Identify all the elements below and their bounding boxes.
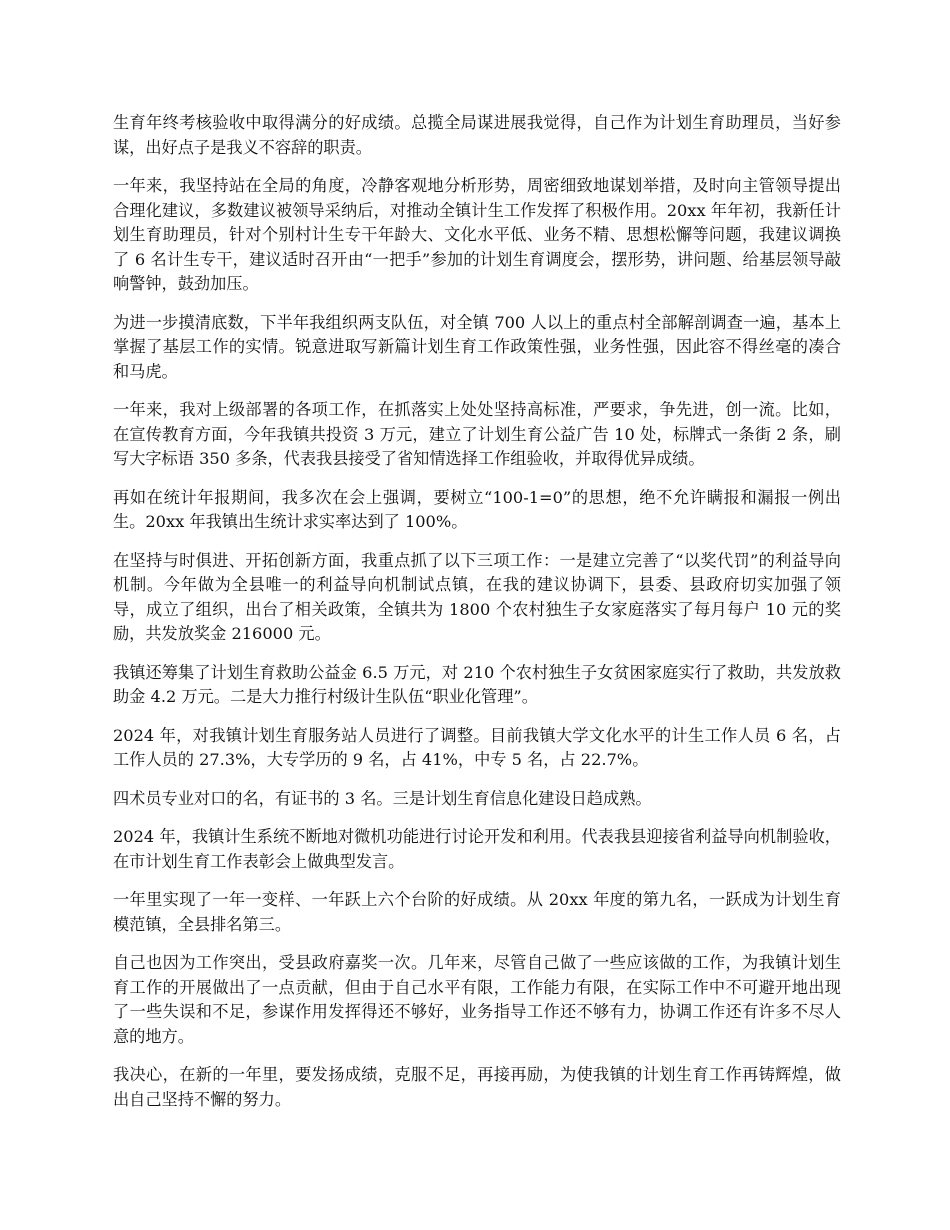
paragraph-12: 自己也因为工作突出，受县政府嘉奖一次。几年来，尽管自己做了一些应该做的工作，为我镇计划生育工作的开展做出了一点贡献，但由于自己水平有限，工作能力有限，在实际工作中不可避开地出现了一些失误和不足，参谋作用发挥得还不够好，业务指导工作还不够有力，协调工作还有许多不尽人意的地方。 [113, 953, 841, 1046]
paragraph-7: 我镇还筹集了计划生育救助公益金 6.5 万元，对 210 个农村独生子女贫困家庭实行了救助，共发放救助金 4.2 万元。二是大力推行村级计生队伍“职业化管理”。 [113, 662, 841, 706]
paragraph-3: 为进一步摸清底数，下半年我组织两支队伍，对全镇 700 人以上的重点村全部解剖调查一遍，基本上掌握了基层工作的实情。锐意进取写新篇计划生育工作政策性强，业务性强，因此容不得丝毫的凑合和马虎。 [113, 312, 841, 381]
paragraph-6: 在坚持与时俱进、开拓创新方面，我重点抓了以下三项工作：一是建立完善了“以奖代罚”的利益导向机制。今年做为全县唯一的利益导向机制试点镇，在我的建议协调下，县委、县政府切实加强了领导，成立了组织，出台了相关政策，全镇共为 1800 个农村独生子女家庭落实了每月每户 10 元的奖励，共发放奖金 216000 元。 [113, 550, 841, 643]
document-body [113, 111, 841, 1126]
paragraph-9: 四术员专业对口的名，有证书的 3 名。三是计划生育信息化建设日趋成熟。 [113, 788, 652, 808]
paragraph-11: 一年里实现了一年一变样、一年跃上六个台阶的好成绩。从 20xx 年度的第九名，一跃成为计划生育模范镇，全县排名第三。 [113, 890, 841, 934]
paragraph-5: 再如在统计年报期间，我多次在会上强调，要树立“100-1=0”的思想，绝不允许瞒报和漏报一例出生。20xx 年我镇出生统计求实率达到了 100%。 [113, 487, 841, 531]
paragraph-4: 一年来，我对上级部署的各项工作，在抓落实上处处坚持高标准，严要求，争先进，创一流。比如，在宣传教育方面，今年我镇共投资 3 万元，建立了计划生育公益广告 10 处，标牌式一条街 2 条，刷写大字标语 350 多条，代表我县接受了省知情选择工作组验收，并取得优异成绩。 [113, 400, 841, 468]
paragraph-2: 一年来，我坚持站在全局的角度，冷静客观地分析形势，周密细致地谋划举措，及时向主管领导提出合理化建议，多数建议被领导采纳后，对推动全镇计生工作发挥了积极作用。20xx 年年初，我新任计划生育助理员，针对个别村计生专干年龄大、文化水平低、业务不精、思想松懈等问题，我建议调换了 6 名计生专干，建议适时召开由“一把手”参加的计划生育调度会，摆形势，讲问题、给基层领导敲响警钟，鼓劲加压。 [113, 176, 841, 293]
paragraph-13: 我决心，在新的一年里，要发扬成绩，克服不足，再接再励，为使我镇的计划生育工作再铸辉煌，做出自己坚持不懈的努力。 [113, 1065, 841, 1109]
paragraph-8: 2024 年，对我镇计划生育服务站人员进行了调整。目前我镇大学文化水平的计生工作人员 6 名，占工作人员的 27.3%，大专学历的 9 名，占 41%，中专 5 名，占 22.7%。 [113, 725, 841, 769]
paragraph-10: 2024 年，我镇计生系统不断地对微机功能进行讨论开发和利用。代表我县迎接省利益导向机制验收，在市计划生育工作表彰会上做典型发言。 [113, 827, 841, 871]
paragraph-1: 生育年终考核验收中取得满分的好成绩。总揽全局谋进展我觉得，自己作为计划生育助理员，当好参谋，出好点子是我义不容辞的职责。 [113, 113, 841, 157]
